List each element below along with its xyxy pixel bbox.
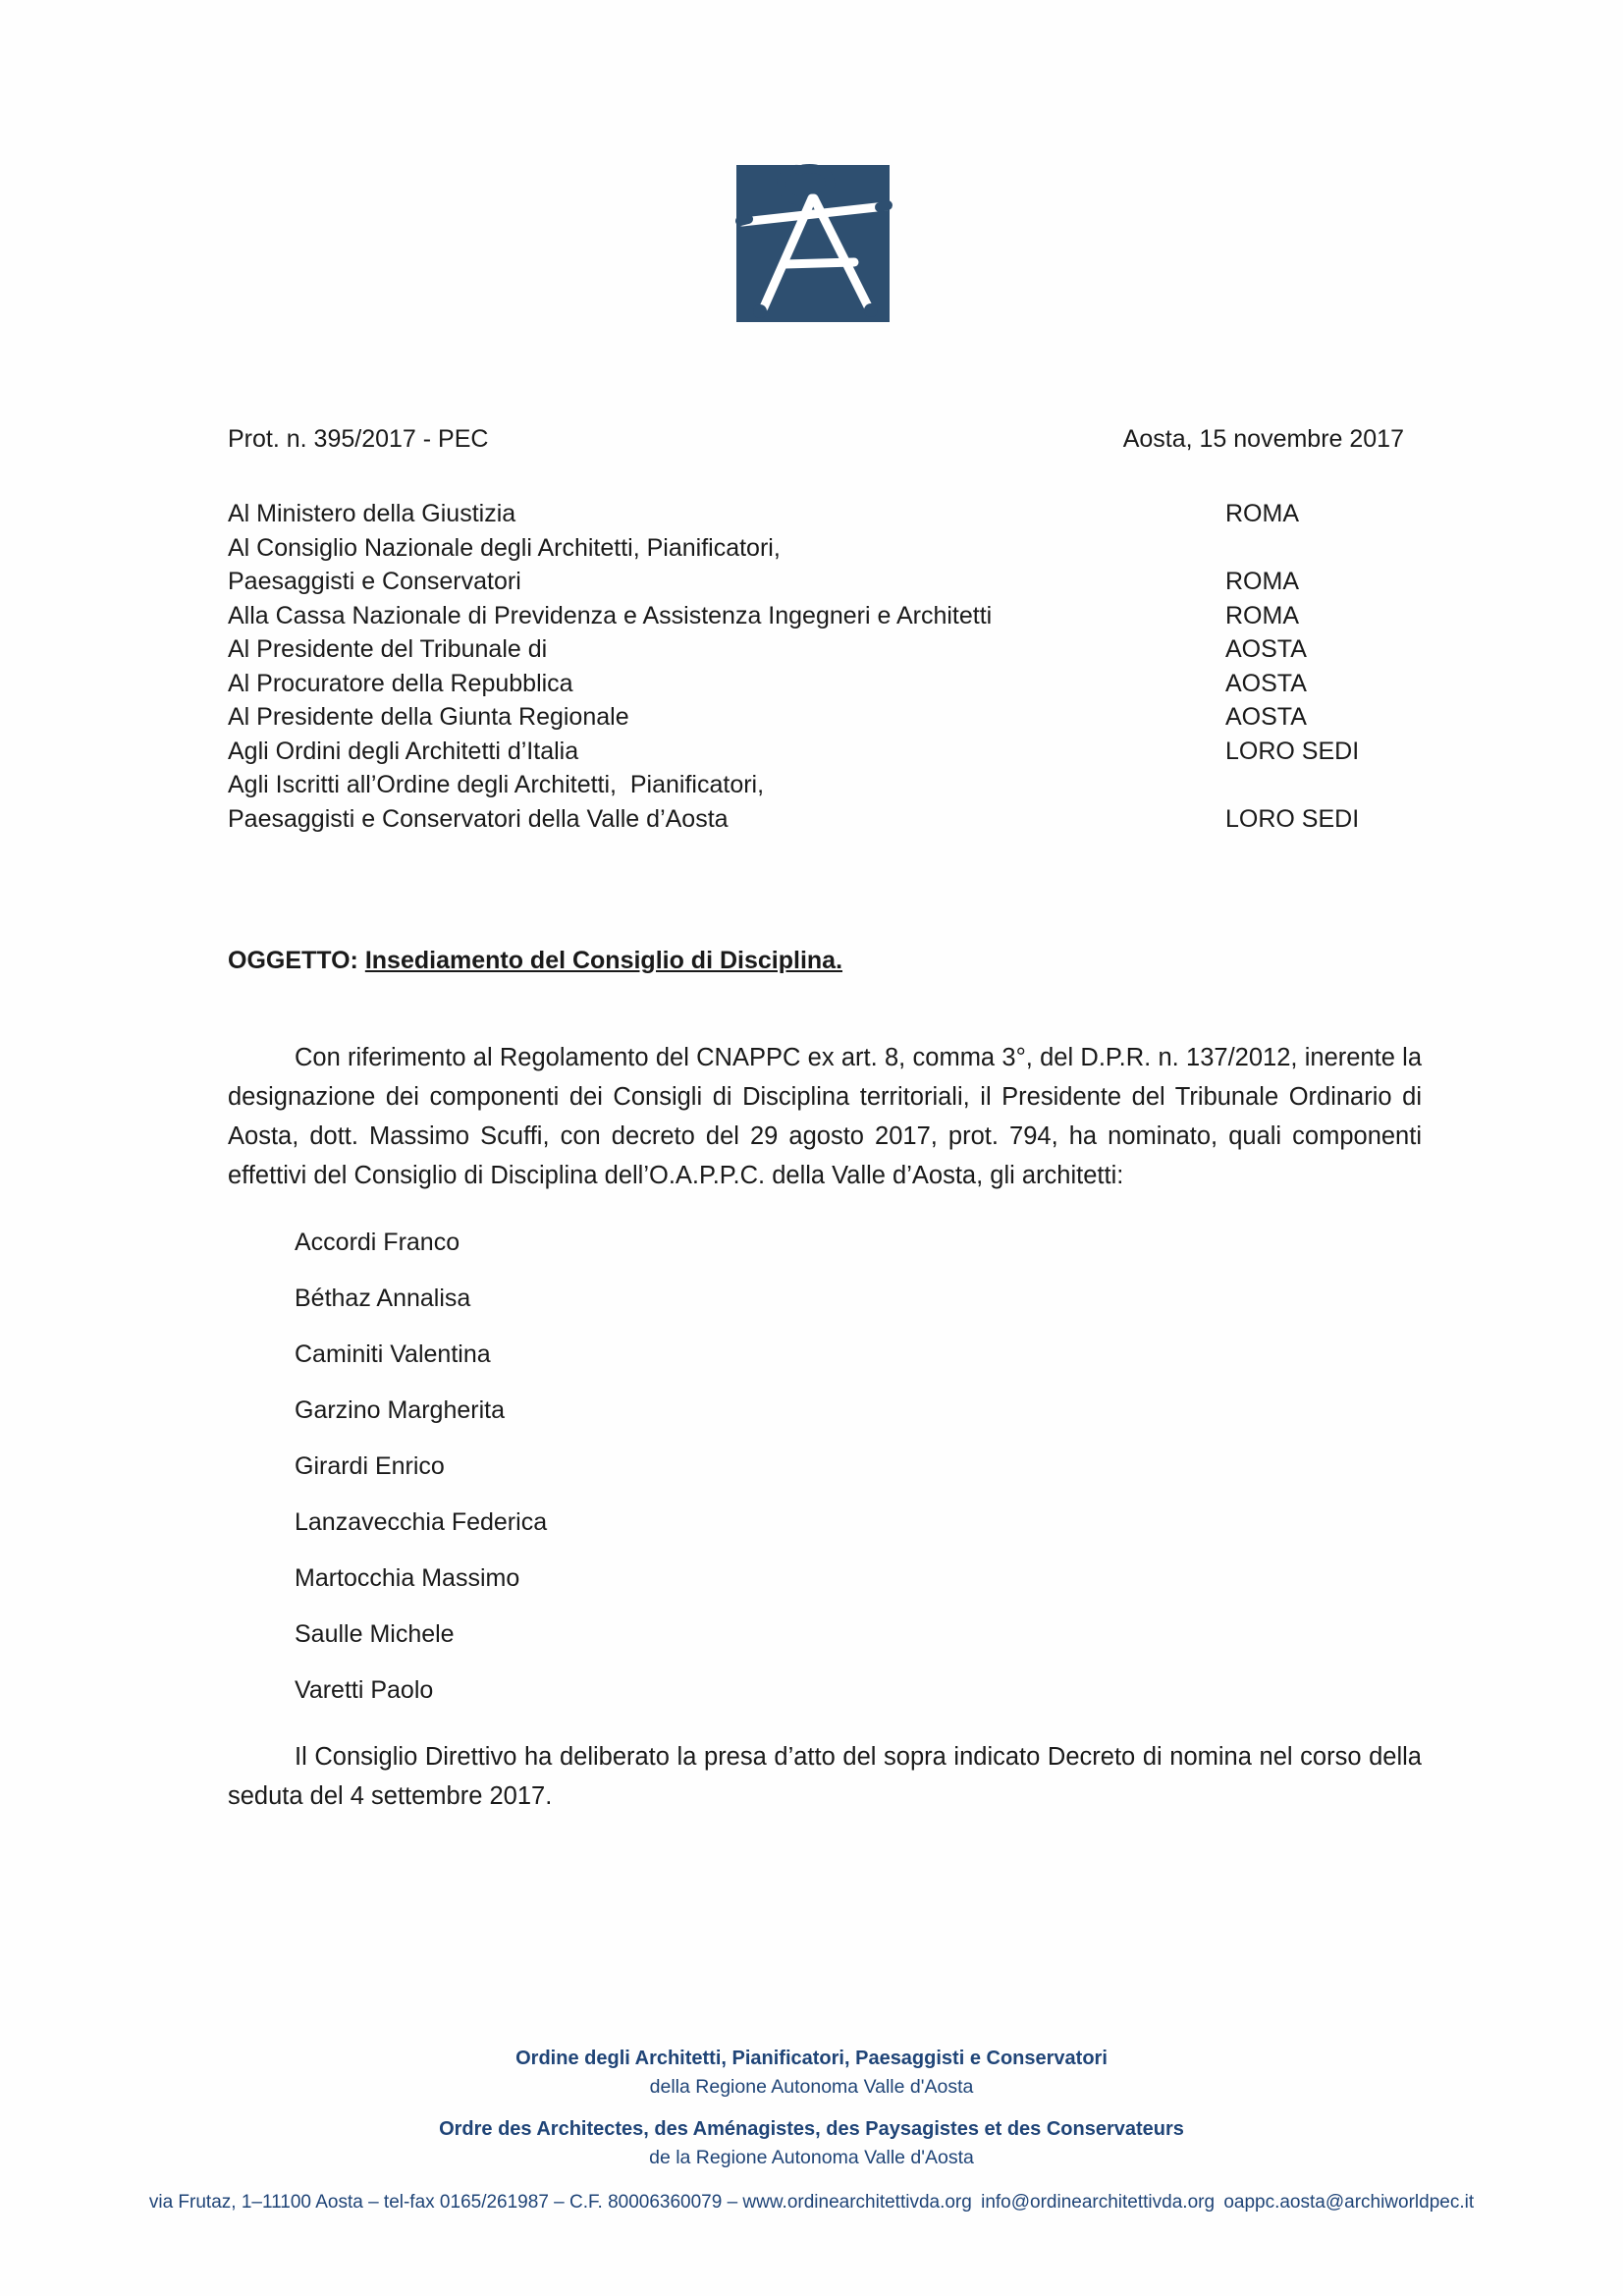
- footer-email-pec[interactable]: oappc.aosta@archiworldpec.it: [1223, 2192, 1475, 2213]
- recipient-row: [228, 632, 1422, 667]
- subject-label: OGGETTO:: [228, 947, 358, 974]
- list-item: Béthaz Annalisa: [295, 1285, 471, 1312]
- recipient-city: LORO SEDI: [1225, 737, 1360, 765]
- list-item: Martocchia Massimo: [295, 1564, 520, 1592]
- recipient-city: LORO SEDI: [1225, 804, 1360, 833]
- footer-org-french-region: de la Regione Autonoma Valle d'Aosta: [649, 2147, 974, 2168]
- list-item: Lanzavecchia Federica: [295, 1508, 548, 1536]
- recipient-row: [228, 599, 1422, 633]
- recipient-row: [228, 565, 1422, 599]
- recipient-name: Paesaggisti e Conservatori: [228, 568, 521, 595]
- recipient-row: [228, 531, 1422, 566]
- footer-address: via Frutaz, 1–11100 Aosta – tel-fax 0165/261987 – C.F. 80006360079 – www.ordinearchitettivda.org: [148, 2192, 972, 2213]
- list-item: Girardi Enrico: [295, 1452, 445, 1480]
- footer-contact-line: [0, 2188, 1623, 2217]
- letterhead-footer: [0, 2045, 1623, 2217]
- protocol-row: [228, 422, 1422, 456]
- list-item: Caminiti Valentina: [295, 1340, 491, 1368]
- list-item: Accordi Franco: [295, 1229, 460, 1256]
- recipient-name: Al Presidente del Tribunale di: [228, 635, 548, 663]
- recipient-city: ROMA: [1225, 500, 1299, 527]
- footer-org-italian-region: della Regione Autonoma Valle d'Aosta: [649, 2076, 974, 2098]
- recipient-row: [228, 768, 1422, 802]
- letter-date: Aosta, 15 novembre 2017: [1122, 425, 1404, 453]
- recipient-name: Agli Iscritti all’Ordine degli Architetti, Pianificatori,: [228, 771, 765, 798]
- list-item: Garzino Margherita: [295, 1396, 505, 1424]
- recipient-row: [228, 802, 1422, 837]
- letterhead-logo-container: [0, 137, 1623, 334]
- recipient-row: [228, 700, 1422, 735]
- recipient-name: Al Consiglio Nazionale degli Architetti, Pianificatori,: [228, 533, 781, 562]
- recipient-city: AOSTA: [1225, 635, 1307, 663]
- recipient-city: AOSTA: [1225, 703, 1307, 731]
- recipient-row: [228, 497, 1422, 531]
- recipient-city: AOSTA: [1225, 669, 1307, 697]
- architects-order-compass-logo: [719, 137, 905, 334]
- subject-line: [228, 944, 1422, 977]
- letter-content: [228, 422, 1422, 1816]
- body-paragraph-2: Il Consiglio Direttivo ha deliberato la presa d’atto del sopra indicato Decreto di nomina nel corso della seduta del 4 settembre 2017.: [228, 1743, 1422, 1810]
- recipient-city: ROMA: [1225, 568, 1299, 595]
- recipient-name: Paesaggisti e Conservatori della Valle d’Aosta: [228, 804, 729, 833]
- list-item: Saulle Michele: [295, 1620, 455, 1648]
- recipient-name: Al Ministero della Giustizia: [228, 500, 516, 527]
- subject-text: Insediamento del Consiglio di Disciplina.: [364, 947, 843, 974]
- recipient-city: ROMA: [1225, 601, 1299, 629]
- recipient-row: [228, 735, 1422, 769]
- appointed-architects-list: [228, 1225, 1422, 1708]
- list-item: Varetti Paolo: [295, 1676, 434, 1704]
- recipient-name: Agli Ordini degli Architetti d’Italia: [228, 737, 579, 765]
- footer-org-french-name: Ordre des Architectes, des Aménagistes, des Paysagistes et des Conservateurs: [439, 2118, 1184, 2140]
- footer-email-info[interactable]: info@ordinearchitettivda.org: [981, 2192, 1216, 2213]
- protocol-number: Prot. n. 395/2017 - PEC: [228, 425, 489, 453]
- body-paragraph-1: Con riferimento al Regolamento del CNAPPC ex art. 8, comma 3°, del D.P.R. n. 137/2012, inerente la designazione dei componenti dei Consigli di Disciplina territoriali, il Presidente del Tribunale Ordinario di Aosta, dott. Massimo Scuffi, con decreto del 29 agosto 2017, prot. 794, ha nominato, quali componenti effettivi del Consiglio di Disciplina dell’O.A.P.P.C. della Valle d’Aosta, gli architetti:: [228, 1044, 1422, 1189]
- recipient-row: [228, 667, 1422, 701]
- footer-spacer: [0, 2102, 1623, 2115]
- recipient-name: Al Procuratore della Repubblica: [228, 669, 573, 697]
- recipients-block: [228, 497, 1422, 836]
- recipient-name: Al Presidente della Giunta Regionale: [228, 703, 629, 731]
- compass-mark-icon: [719, 137, 905, 334]
- footer-org-italian-name: Ordine degli Architetti, Pianificatori, Paesaggisti e Conservatori: [515, 2048, 1108, 2069]
- recipient-name: Alla Cassa Nazionale di Previdenza e Assistenza Ingegneri e Architetti: [228, 601, 993, 629]
